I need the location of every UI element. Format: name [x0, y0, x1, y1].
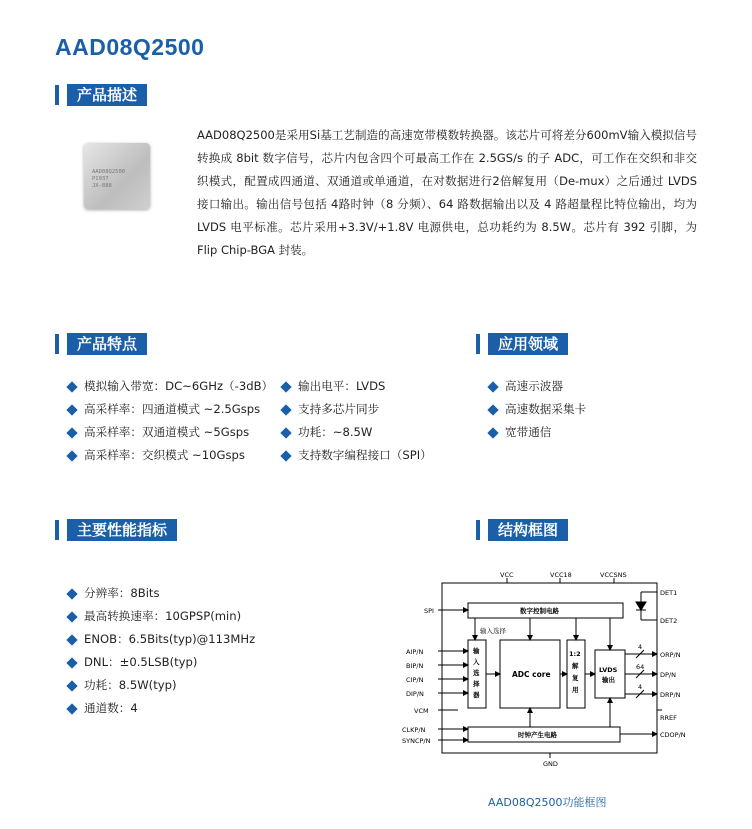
list-item: 高速数据采集卡: [489, 398, 586, 421]
pin-drp: DRP/N: [660, 691, 681, 699]
list-item: 通道数：4: [68, 697, 255, 720]
list-item: 高采样率：四通道模式 ~2.5Gsps: [68, 398, 273, 421]
block-diagram: [400, 570, 700, 770]
pin-syncp: SYNCP/N: [402, 737, 431, 745]
diamond-bullet-icon: [280, 450, 291, 461]
svg-text:入: 入: [473, 658, 480, 666]
lvds-box: [595, 650, 625, 698]
svg-text:输: 输: [473, 647, 480, 655]
svg-text:用: 用: [572, 686, 579, 694]
chip-marking: AAD08Q2500 P1937 JX-888: [92, 169, 126, 189]
pin-vcc18: VCC18: [550, 571, 572, 579]
pin-spi: SPI: [424, 607, 434, 615]
diamond-bullet-icon: [487, 381, 498, 392]
svg-text:解: 解: [572, 662, 579, 670]
pin-vcm: VCM: [414, 707, 429, 715]
pin-dp: DP/N: [660, 671, 676, 679]
section-header-features: 产品特点: [55, 333, 147, 355]
list-item: 宽带通信: [489, 421, 586, 444]
section-label: 产品描述: [67, 84, 147, 106]
list-item: 最高转换速率：10GPSP(min): [68, 605, 255, 628]
diagram-caption: AAD08Q2500功能框图: [488, 796, 607, 809]
features-list-left: [68, 375, 273, 467]
product-description: AAD08Q2500是采用Si基工艺制造的高速宽带模数转换器。该芯片可将差分600mV输入模拟信号转换成 8bit 数字信号，芯片内包含四个可最高工作在 2.5GS/s 的子 ADC，可工作在交织和非交织模式，配置成四通道、双通道或单通道，在对数据进行2倍解复用（De-mux）之后通过 LVDS 接口输出。输出信号包括 4路时钟（8 分频）、64 路数据输出以及 4 路超量程比特位输出，均为 LVDS 电平标准。芯片采用+3.3V/+1.8V 电源供电，总功耗约为 8.5W。芯片有 392 引脚，为 Flip Chip-BGA 封装。: [197, 128, 697, 257]
diamond-bullet-icon: [66, 588, 77, 599]
svg-text:输出: 输出: [602, 676, 615, 684]
diamond-bullet-icon: [66, 703, 77, 714]
svg-text:择: 择: [473, 680, 480, 688]
diamond-bullet-icon: [66, 657, 77, 668]
section-header-description: [55, 84, 147, 106]
list-item: 高速示波器: [489, 375, 586, 398]
pin-bip: BIP/N: [406, 662, 424, 670]
diamond-bullet-icon: [280, 404, 291, 415]
svg-text:4: 4: [638, 643, 643, 651]
diamond-bullet-icon: [66, 427, 77, 438]
specs-list: [68, 582, 255, 720]
diamond-bullet-icon: [280, 381, 291, 392]
list-item: 模拟输入带宽：DC~6GHz（-3dB）: [68, 375, 273, 398]
list-item: DNL：±0.5LSB(typ): [68, 651, 255, 674]
diamond-bullet-icon: [66, 404, 77, 415]
list-item: 高采样率：双通道模式 ~5Gsps: [68, 421, 273, 444]
diamond-bullet-icon: [280, 427, 291, 438]
chip-photo: [84, 143, 150, 209]
list-item: 支持数字编程接口（SPI）: [282, 444, 432, 467]
diamond-bullet-icon: [66, 450, 77, 461]
features-list-right: [282, 375, 432, 467]
diamond-bullet-icon: [487, 404, 498, 415]
pin-det2: DET2: [660, 617, 678, 625]
list-item: ENOB：6.5Bits(typ)@113MHz: [68, 628, 255, 651]
list-item: 支持多芯片同步: [282, 398, 432, 421]
page-title: AAD08Q2500: [55, 34, 205, 60]
pin-cip: CIP/N: [406, 676, 424, 684]
pin-det1: DET1: [660, 589, 678, 597]
pin-vccsns: VCCSNS: [600, 571, 627, 579]
list-item: 功耗：8.5W(typ): [68, 674, 255, 697]
diamond-bullet-icon: [66, 381, 77, 392]
pin-gnd: GND: [543, 760, 558, 768]
list-item: 分辨率：8Bits: [68, 582, 255, 605]
pin-vcc: VCC: [500, 571, 514, 579]
svg-text:1:2: 1:2: [569, 650, 581, 658]
section-bar: [55, 85, 59, 105]
clock-gen-label: 时钟产生电路: [518, 731, 557, 739]
diamond-bullet-icon: [66, 634, 77, 645]
digital-control-label: 数字控制电路: [520, 607, 559, 615]
adc-core-label: ADC core: [512, 670, 551, 679]
section-header-applications: 应用领域: [476, 333, 568, 355]
pin-rref: RREF: [660, 714, 677, 722]
pin-clkp: CLKP/N: [402, 726, 426, 734]
diamond-bullet-icon: [66, 611, 77, 622]
section-header-block-diagram: 结构框图: [476, 519, 568, 541]
pin-aip: AIP/N: [406, 648, 424, 656]
list-item: 输出电平：LVDS: [282, 375, 432, 398]
svg-text:复: 复: [572, 674, 579, 682]
pin-dip: DIP/N: [406, 690, 424, 698]
section-header-specs: 主要性能指标: [55, 519, 177, 541]
svg-text:器: 器: [473, 691, 480, 699]
svg-text:4: 4: [638, 683, 643, 691]
svg-text:64: 64: [636, 663, 645, 671]
pin-cdop: CDOP/N: [660, 731, 686, 739]
svg-text:选: 选: [473, 669, 480, 677]
pin-orp: ORP/N: [660, 651, 681, 659]
diamond-bullet-icon: [487, 427, 498, 438]
list-item: 高采样率：交织模式 ~10Gsps: [68, 444, 273, 467]
diamond-bullet-icon: [66, 680, 77, 691]
svg-text:LVDS: LVDS: [599, 666, 618, 674]
input-select-label: 输入选择: [480, 627, 506, 635]
list-item: 功耗：~8.5W: [282, 421, 432, 444]
applications-list: [489, 375, 586, 444]
